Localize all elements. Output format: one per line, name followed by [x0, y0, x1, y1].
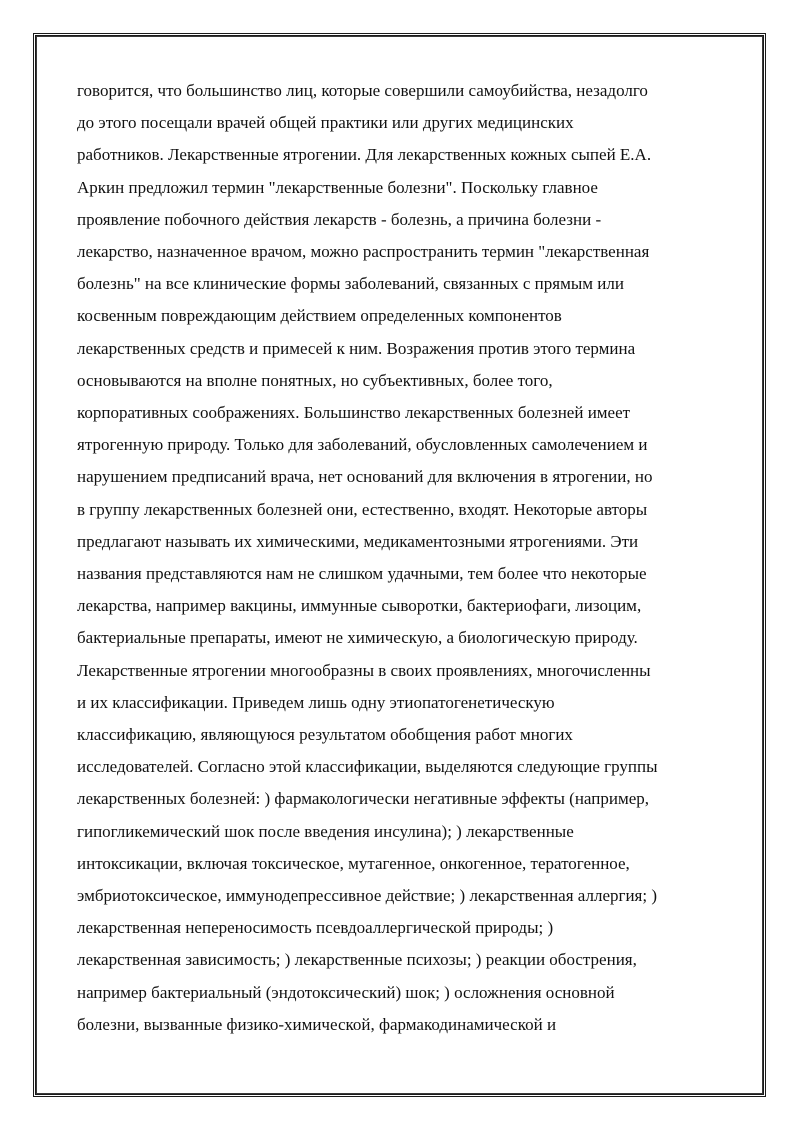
text-line: до этого посещали врачей общей практики или других медицинских [77, 113, 574, 133]
text-line: Лекарственные ятрогении многообразны в своих проявлениях, многочисленны [77, 660, 651, 680]
text-line: корпоративных соображениях. Большинство лекарственных болезней имеет [77, 403, 631, 423]
text-line: эмбриотоксическое, иммунодепрессивное действие; ) лекарственная аллергия; ) [77, 886, 658, 906]
text-line: говорится, что большинство лиц, которые совершили самоубийства, незадолго [77, 81, 648, 100]
text-line: болезнь" на все клинические формы заболеваний, связанных с прямым или [77, 274, 624, 294]
text-line: болезни, вызванные физико-химической, фармакодинамической и [77, 1014, 557, 1034]
text-line: нарушением предписаний врача, нет оснований для включения в ятрогении, но [77, 467, 653, 487]
text-line: классификацию, являющуюся результатом обобщения работ многих [77, 725, 573, 745]
text-line: в группу лекарственных болезней они, естественно, входят. Некоторые авторы [77, 499, 648, 519]
body-text [77, 75, 737, 1041]
text-line: лекарственных болезней: ) фармакологически негативные эффекты (например, [77, 789, 650, 809]
text-line: лекарство, назначенное врачом, можно распространить термин "лекарственная [77, 242, 650, 262]
text-line: названия представляются нам не слишком удачными, тем более что некоторые [77, 564, 647, 584]
text-line: интоксикации, включая токсическое, мутагенное, онкогенное, тератогенное, [77, 853, 630, 873]
text-line: косвенным повреждающим действием определенных компонентов [77, 306, 562, 326]
text-line: лекарства, например вакцины, иммунные сыворотки, бактериофаги, лизоцим, [77, 596, 642, 616]
text-line: исследователей. Согласно этой классификации, выделяются следующие группы [77, 757, 658, 777]
text-line: предлагают называть их химическими, медикаментозными ятрогениями. Эти [77, 531, 639, 551]
text-line: лекарственных средств и примесей к ним. Возражения против этого термина [77, 338, 636, 358]
text-line: например бактериальный (эндотоксический) шок; ) осложнения основной [77, 982, 615, 1002]
text-line: ятрогенную природу. Только для заболеваний, обусловленных самолечением и [77, 435, 648, 455]
text-line: и их классификации. Приведем лишь одну этиопатогенетическую [77, 692, 555, 712]
text-line: Аркин предложил термин "лекарственные болезни". Поскольку главное [77, 177, 598, 197]
text-line: лекарственная непереносимость псевдоаллергической природы; ) [77, 918, 554, 938]
text-line: работников. Лекарственные ятрогении. Для лекарственных кожных сыпей Е.А. [77, 145, 652, 165]
text-line: проявление побочного действия лекарств - болезнь, а причина болезни - [77, 209, 602, 229]
text-line: бактериальные препараты, имеют не химическую, а биологическую природу. [77, 628, 638, 648]
text-line: лекарственная зависимость; ) лекарственные психозы; ) реакции обострения, [77, 950, 637, 970]
text-line: гипогликемический шок после введения инсулина); ) лекарственные [77, 821, 574, 841]
text-line: основываются на вполне понятных, но субъективных, более того, [77, 370, 553, 390]
